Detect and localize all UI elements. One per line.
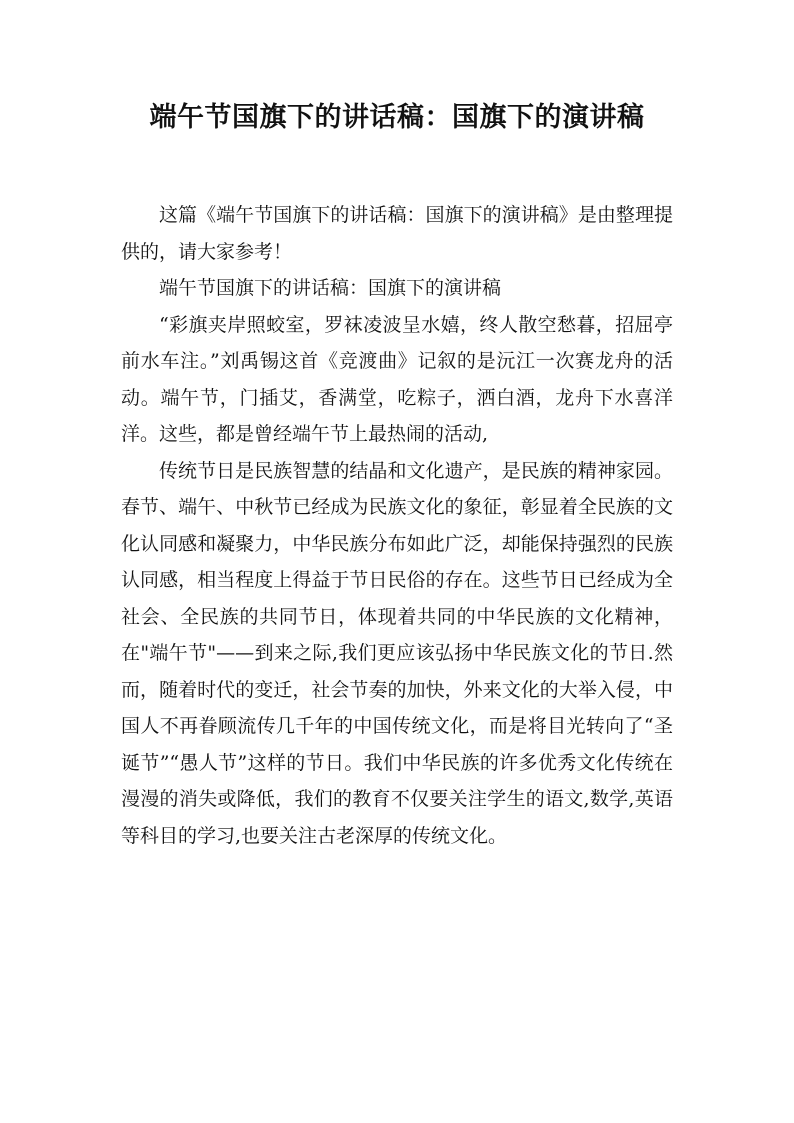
paragraph-subtitle: 端午节国旗下的讲话稿：国旗下的演讲稿 [159,277,502,299]
paragraph-tradition: 传统节日是民族智慧的结晶和文化遗产，是民族的精神家园。春节、端午、中秋节已经成为民族文化的象征，彰显着全民族的文化认同感和凝聚力，中华民族分布如此广泛，却能保持强烈的民族认同感，相当程度上得益于节日民俗的存在。这些节日已经成为全社会、全民族的共同节日，体现着共同的中华民族的文化精神，在"端午节"——到来之际,我们更应该弘扬中华民族文化的节日.然而，随着时代的变迁，社会节奏的加快，外来文化的大举入侵，中国人不再眷顾流传几千年的中国传统文化，而是将目光转向了“圣诞节”“愚人节”这样的节日。我们中华民族的许多优秀文化传统在漫漫的消失或降低，我们的教育不仅要关注学生的语文,数学,英语等科目的学习,也要关注古老深厚的传统文化。 [121,459,673,847]
paragraph-poem: “彩旗夹岸照蛟室，罗袜凌波呈水嬉，终人散空愁暮，招屈亭前水车注。”刘禹锡这首《竞渡曲》记叙的是沅江一次赛龙舟的活动。端午节，门插艾，香满堂，吃粽子，洒白酒，龙舟下水喜洋洋。这些，都是曾经端午节上最热闹的活动, [121,313,673,445]
document-body [121,197,673,854]
paragraph-intro: 这篇《端午节国旗下的讲话稿：国旗下的演讲稿》是由整理提供的，请大家参考！ [121,204,673,263]
page-title: 端午节国旗下的讲话稿：国旗下的演讲稿 [149,102,645,133]
